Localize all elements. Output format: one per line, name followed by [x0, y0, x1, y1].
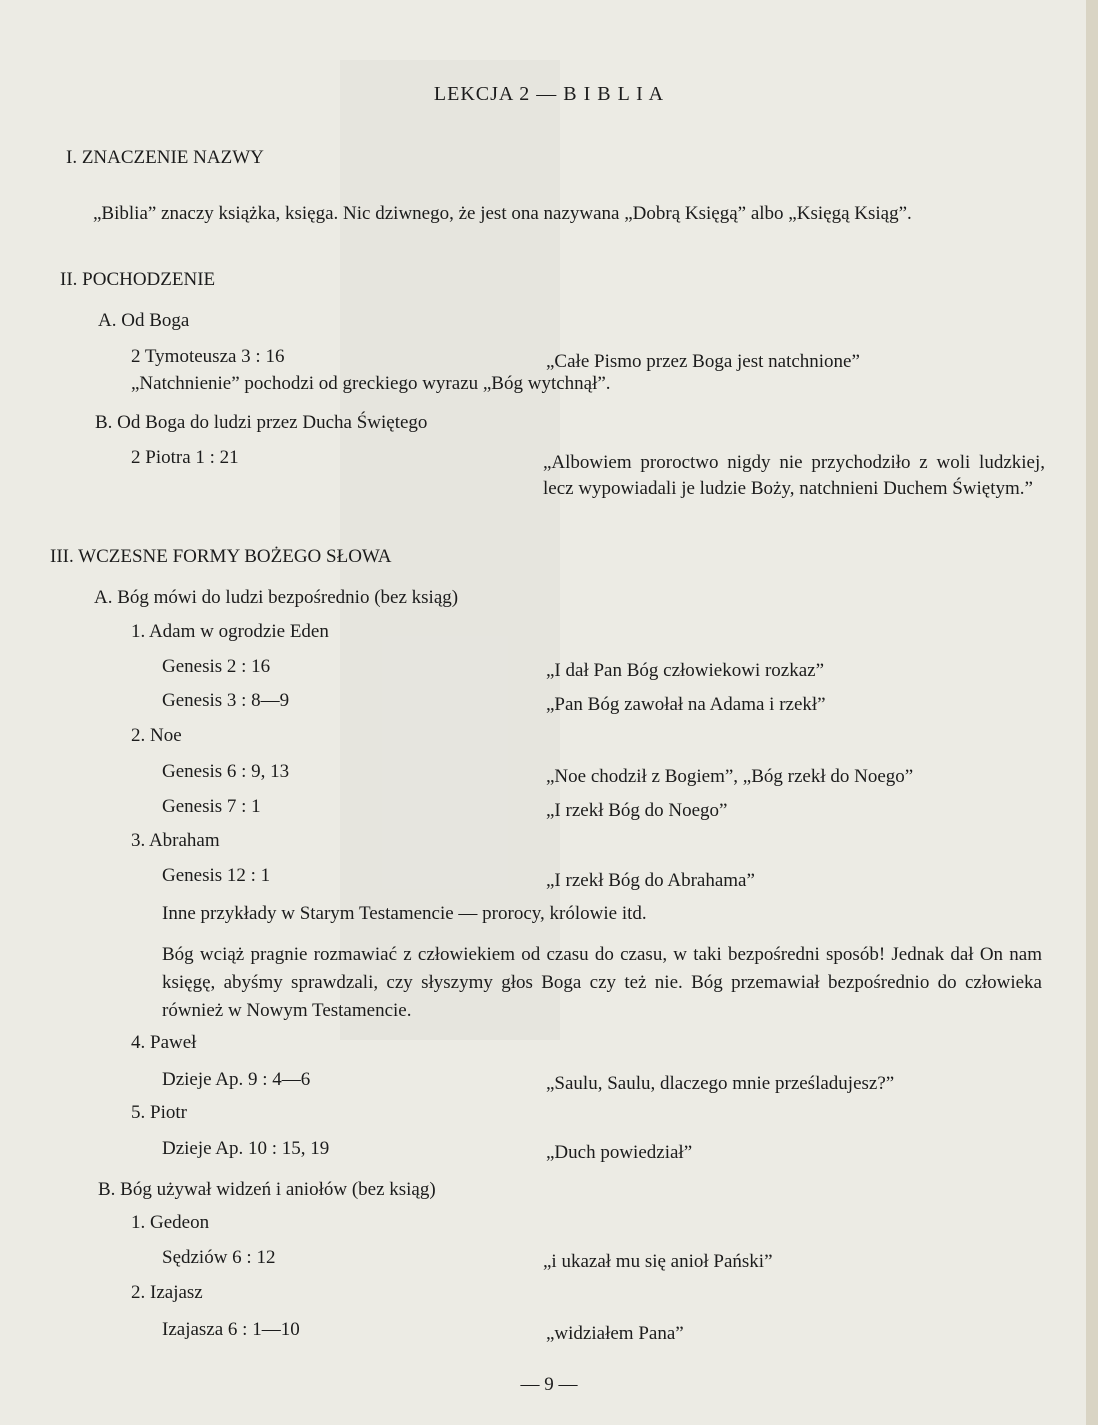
section-3b-heading: B. Bóg używał widzeń i aniołów (bez ksiąg) — [98, 1179, 436, 1200]
section-2a-heading: A. Od Boga — [98, 310, 190, 331]
section-3-paragraph: Bóg wciąż pragnie rozmawiać z człowiekiem od czasu do czasu, w taki bezpośredni sposób! Jednak dał On nam księgę, abyśmy sprawdzali, czy słyszymy głos Boga czy też nie. Bóg przemawiał bezpośrednio do człowieka również w Nowym Testamencie. — [162, 944, 1042, 1021]
inne-przyklady: Inne przykłady w Starym Testamencie — prorocy, królowie itd. — [162, 903, 647, 924]
quote-genesis-3-8: „Pan Bóg zawołał na Adama i rzekł” — [546, 694, 826, 715]
page-number: — 9 — — [520, 1374, 578, 1395]
lesson-title: LEKCJA 2 — B I B L I A — [433, 83, 665, 105]
section-1-heading: I. ZNACZENIE NAZWY — [66, 147, 264, 168]
quote-izajasza-6-1: „widziałem Pana” — [546, 1323, 684, 1344]
item-noe: 2. Noe — [131, 725, 182, 746]
quote-genesis-12-1: „I rzekł Bóg do Abrahama” — [546, 870, 755, 891]
ref-genesis-6-9: Genesis 6 : 9, 13 — [162, 761, 290, 782]
quote-dzieje-9-4: „Saulu, Saulu, dlaczego mnie prześladujesz?” — [546, 1073, 895, 1094]
quote-genesis-6-9: „Noe chodził z Bogiem”, „Bóg rzekł do Noego” — [546, 766, 914, 787]
ref-sedziow-6-12: Sędziów 6 : 12 — [162, 1247, 276, 1268]
natchnienie-note: „Natchnienie” pochodzi od greckiego wyrazu „Bóg wytchnął”. — [131, 373, 611, 394]
item-pawel: 4. Paweł — [131, 1032, 197, 1053]
quote-dzieje-10-15: „Duch powiedział” — [546, 1142, 693, 1163]
ref-dzieje-10-15: Dzieje Ap. 10 : 15, 19 — [162, 1138, 330, 1159]
section-1-paragraph: „Biblia” znaczy książka, księga. Nic dziwnego, że jest ona nazywana „Dobrą Księgą” albo „Księgą Ksiąg”. — [93, 203, 912, 224]
item-gedeon: 1. Gedeon — [131, 1212, 210, 1233]
quote-genesis-2-16: „I dał Pan Bóg człowiekowi rozkaz” — [546, 660, 825, 681]
ref-dzieje-9-4: Dzieje Ap. 9 : 4—6 — [162, 1069, 311, 1090]
ref-genesis-12-1: Genesis 12 : 1 — [162, 865, 271, 886]
item-izajasz: 2. Izajasz — [131, 1282, 203, 1303]
item-adam: 1. Adam w ogrodzie Eden — [131, 621, 329, 642]
section-2-heading: II. POCHODZENIE — [60, 269, 216, 290]
ref-2-piotra: 2 Piotra 1 : 21 — [131, 447, 239, 468]
ref-genesis-7-1: Genesis 7 : 1 — [162, 796, 261, 817]
quote-2-tymoteusza: „Całe Pismo przez Boga jest natchnione” — [546, 351, 860, 372]
section-3a-heading: A. Bóg mówi do ludzi bezpośrednio (bez ksiąg) — [94, 587, 459, 608]
ref-2-tymoteusza: 2 Tymoteusza 3 : 16 — [131, 346, 285, 367]
item-piotr: 5. Piotr — [131, 1102, 187, 1123]
section-2b-heading: B. Od Boga do ludzi przez Ducha Świętego — [95, 412, 428, 433]
ref-genesis-2-16: Genesis 2 : 16 — [162, 656, 271, 677]
item-abraham: 3. Abraham — [131, 830, 220, 851]
section-3-heading: III. WCZESNE FORMY BOŻEGO SŁOWA — [50, 546, 392, 567]
ref-genesis-3-8: Genesis 3 : 8—9 — [162, 690, 290, 711]
ref-izajasza-6-1: Izajasza 6 : 1—10 — [162, 1319, 300, 1340]
quote-genesis-7-1: „I rzekł Bóg do Noego” — [546, 800, 728, 821]
quote-2-piotra: „Albowiem proroctwo nigdy nie przychodziło z woli ludzkiej, lecz wypowiadali je ludzie Boży, natchnieni Duchem Świętym.” — [543, 452, 1045, 499]
quote-sedziow-6-12: „i ukazał mu się anioł Pański” — [543, 1251, 773, 1272]
page-edge — [1086, 0, 1098, 1425]
